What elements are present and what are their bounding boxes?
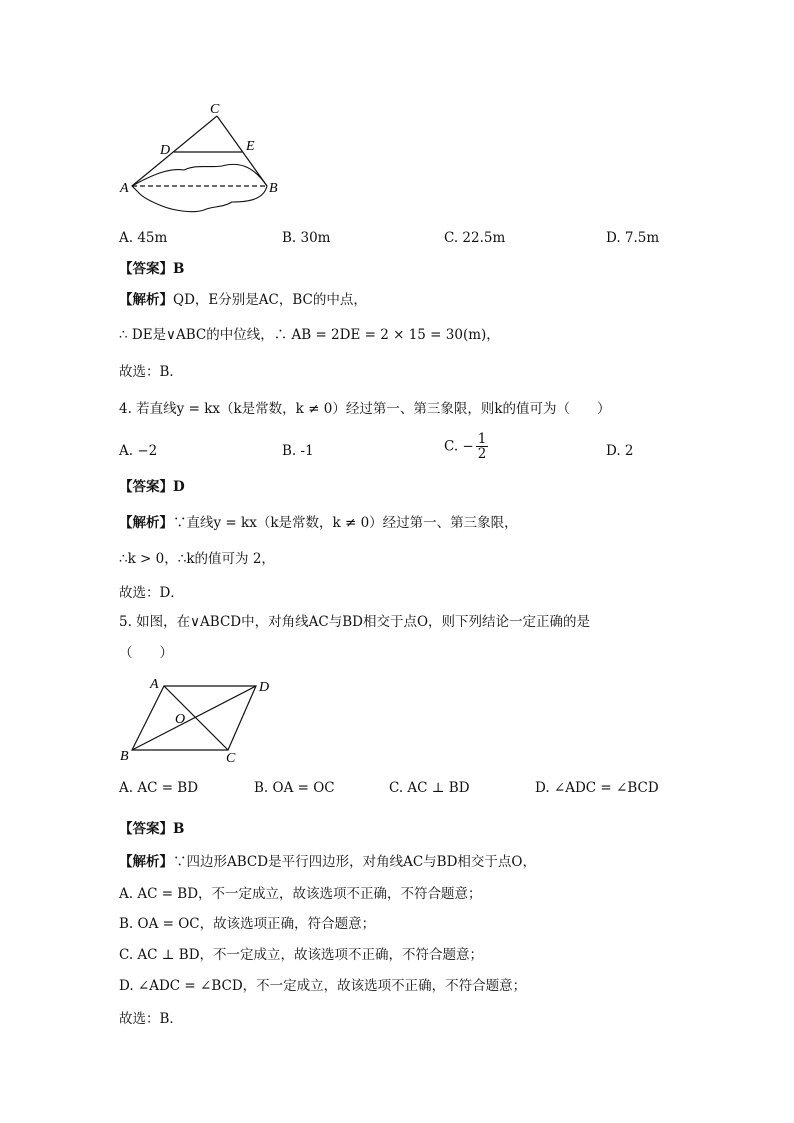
q4-option-b: B. -1 [282, 443, 314, 459]
label-c: C [226, 751, 236, 766]
analysis-head: 【解析】 [119, 292, 173, 308]
q5-analysis-b: B. OA = OC，故该选项正确，符合题意； [119, 916, 376, 932]
label-e: E [246, 139, 255, 154]
q3-analysis-2: ∴ DE是∨ABC的中位线，∴ AB = 2DE = 2 × 15 = 30(m)， [119, 327, 500, 343]
q5-conclusion: 故选：B． [119, 1011, 183, 1027]
side-bc [217, 116, 267, 186]
q4-option-c-fraction [476, 432, 489, 461]
q4-analysis-1 [119, 514, 518, 532]
q5-answer: 【答案】B [119, 821, 185, 837]
q4-analysis-text-1: ∵直线y = kx（k是常数，k ≠ 0）经过第一、第三象限， [173, 515, 518, 531]
q5-stem-2: （ ） [119, 645, 173, 661]
label-a: A [120, 181, 129, 196]
q4-stem: 4. 若直线y = kx（k是常数，k ≠ 0）经过第一、第三象限，则k的值可为（ ） [119, 401, 611, 417]
label-b: B [269, 181, 278, 196]
analysis-head: 【解析】 [119, 515, 173, 531]
label-b: B [120, 749, 129, 764]
q3-analysis-1 [119, 291, 367, 309]
q5-option-d: D. ∠ADC = ∠BCD [535, 780, 659, 796]
label-d: D [259, 680, 270, 695]
label-c: C [210, 102, 220, 117]
q5-analysis-text-1: ∵四边形ABCD是平行四边形，对角线AC与BD相交于点O， [173, 854, 536, 870]
label-a: A [150, 677, 159, 692]
side-ac [132, 116, 217, 186]
q3-option-b: B. 30m [282, 230, 331, 246]
q3-answer: 【答案】B [119, 261, 185, 277]
q5-option-a: A. AC = BD [119, 780, 199, 796]
q5-analysis-a: A. AC = BD，不一定成立，故该选项不正确，不符合题意； [119, 886, 482, 902]
q4-option-d: D. 2 [606, 443, 634, 459]
q5-analysis-d: D. ∠ADC = ∠BCD，不一定成立，故该选项不正确，不符合题意； [119, 978, 527, 994]
q4-option-a: A. −2 [119, 443, 158, 459]
q5-option-b: B. OA = OC [254, 780, 335, 796]
fraction-denominator: 2 [477, 446, 487, 462]
q4-conclusion: 故选：D． [119, 585, 184, 601]
q3-conclusion: 故选：B． [119, 364, 183, 380]
label-o: O [175, 712, 186, 727]
q3-option-a: A. 45m [119, 230, 168, 246]
diagonal-ac [164, 686, 228, 750]
q5-option-c: C. AC ⊥ BD [389, 780, 470, 796]
q4-answer: 【答案】D [119, 479, 185, 495]
pond-outline [132, 164, 267, 211]
q3-analysis-text-1: QD，E分别是AC，BC的中点， [173, 292, 367, 308]
q4-option-c-prefix: C. − [444, 438, 474, 455]
q5-stem: 5. 如图，在∨ABCD中，对角线AC与BD相交于点O，则下列结论一定正确的是 [119, 614, 591, 630]
q3-option-d: D. 7.5m [606, 230, 660, 246]
label-d: D [160, 143, 171, 158]
parallelogram-figure [112, 672, 282, 768]
q4-analysis-2: ∴k > 0，∴k的值可为 2， [119, 551, 275, 567]
q3-option-c: C. 22.5m [444, 230, 506, 246]
q5-analysis-1 [119, 853, 536, 871]
q4-option-c [444, 432, 488, 461]
triangle-pond-figure [112, 98, 292, 218]
analysis-head: 【解析】 [119, 854, 173, 870]
q5-analysis-c: C. AC ⊥ BD，不一定成立，故该选项不正确，不符合题意； [119, 947, 484, 963]
diagonal-bd [132, 686, 256, 750]
fraction-numerator: 1 [477, 431, 487, 447]
